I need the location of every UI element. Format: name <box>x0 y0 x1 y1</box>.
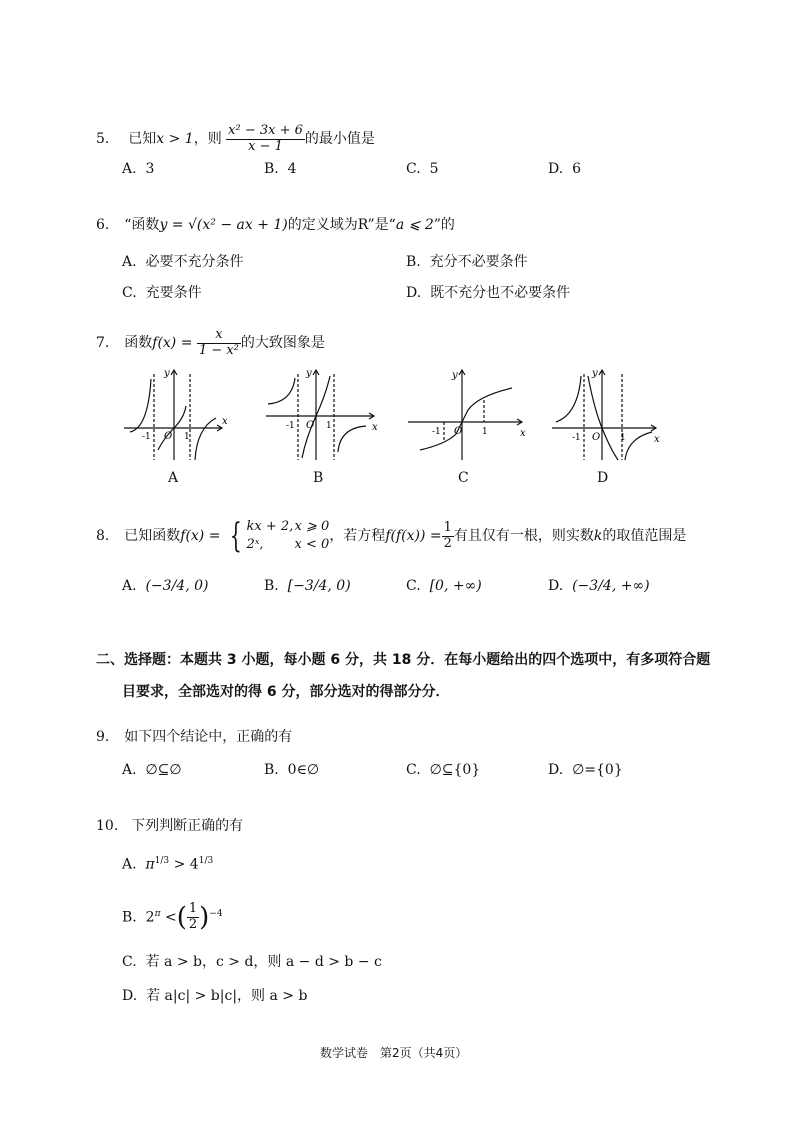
label-one: 1 <box>184 432 190 442</box>
label-y: y <box>592 368 598 379</box>
label-o: O <box>306 420 315 431</box>
label-one: 1 <box>620 433 626 443</box>
curve <box>420 388 512 450</box>
q8-option-c[interactable]: C. [0, +∞) <box>406 578 482 594</box>
curve-right-branch <box>338 426 366 452</box>
section2-line2: 目要求，全部选对的得 6 分，部分选对的得部分分． <box>122 684 450 700</box>
q10-option-a[interactable]: A. $\pi^{1/3} > 4^{1/3}$ <box>122 856 214 873</box>
q10-b-fraction: $\frac{1}{2}$ <box>188 901 198 933</box>
label-minus-one: -1 <box>572 433 581 443</box>
piecewise-cases: kx + 2,x ⩾ 0 2ˣ, x < 0 <box>246 519 330 552</box>
graph-a <box>120 364 230 464</box>
q5-option-c[interactable]: C. 5 <box>406 161 439 177</box>
label-minus-one: -1 <box>286 421 295 431</box>
label-x: x <box>654 434 660 445</box>
q5-stem: 5. 已知x > 1，则 $\frac{\text{x² − 3x + 6}}{x - 1}$ 的最小值是 <box>96 122 375 154</box>
q5-option-d[interactable]: D. 6 <box>548 161 582 177</box>
curve-left-branch <box>268 378 295 404</box>
q9-option-c[interactable]: C. ∅⊆{0} <box>406 762 481 778</box>
q7-fraction: $\frac{x}{\text{1 − x²}}$ <box>198 326 239 358</box>
q9-option-d[interactable]: D. ∅={0} <box>548 762 623 778</box>
q10-number: 10. <box>96 818 119 834</box>
curve-left-branch <box>130 379 151 432</box>
label-x: x <box>520 428 526 439</box>
q9-number: 9. <box>96 729 110 745</box>
q5-option-b[interactable]: B. 4 <box>264 161 297 177</box>
graph-d <box>548 364 664 464</box>
piecewise-brace: { <box>229 516 242 556</box>
q10-stem: 10. 下列判断正确的有 <box>96 818 244 834</box>
q6-number: 6. <box>96 217 110 233</box>
label-o: O <box>454 426 463 437</box>
q9-stem: 9. 如下四个结论中，正确的有 <box>96 729 293 745</box>
q8-option-b[interactable]: B. [−3/4, 0) <box>264 578 351 594</box>
graph-c-caption[interactable]: C <box>458 470 469 486</box>
graph-a-caption[interactable]: A <box>168 470 179 486</box>
label-x: x <box>372 422 378 433</box>
q8-number: 8. <box>96 528 110 544</box>
q5-number: 5. <box>96 131 110 147</box>
graph-c <box>404 364 530 464</box>
q5-option-a[interactable]: A. 3 <box>122 161 155 177</box>
q8-option-d[interactable]: D. (−3/4, +∞) <box>548 578 650 594</box>
label-x: x <box>222 416 228 427</box>
curve-right-branch <box>625 432 652 460</box>
q6-option-a[interactable]: A. 必要不充分条件 <box>122 254 244 270</box>
page-footer: 数学试卷 第2页（共4页） <box>320 1046 468 1060</box>
q10-option-c[interactable]: C. 若 a > b，c > d，则 a − d > b − c <box>122 954 382 970</box>
label-y: y <box>164 368 170 379</box>
q9-option-b[interactable]: B. 0∈∅ <box>264 762 320 778</box>
label-minus-one: -1 <box>432 427 441 437</box>
q7-stem: 7. 函数f(x) = $\frac{x}{\text{1 − x²}}$ 的大致图象是 <box>96 326 325 358</box>
label-o: O <box>592 432 601 443</box>
graph-b <box>262 364 382 464</box>
section2-line1: 二、选择题：本题共 3 小题，每小题 6 分，共 18 分．在每小题给出的四个选项中，有多项符合题 <box>96 652 711 668</box>
curve-left-branch <box>556 376 581 422</box>
q10-option-d[interactable]: D. 若 a|c| > b|c|，则 a > b <box>122 988 308 1004</box>
curve-right-branch <box>195 418 216 460</box>
q6-option-d[interactable]: D. 既不充分也不必要条件 <box>406 285 571 301</box>
q6-stem: 6. “函数y = √(x² − ax + 1)的定义域为R”是“a ⩽ 2”的 <box>96 217 455 233</box>
label-one: 1 <box>326 421 332 431</box>
label-y: y <box>452 370 458 381</box>
label-y: y <box>306 368 312 379</box>
graph-b-caption[interactable]: B <box>313 470 324 486</box>
curve-middle-branch <box>588 376 618 460</box>
q9-option-a[interactable]: A. ∅⊆∅ <box>122 762 182 778</box>
q10-option-b[interactable]: B. $2^\pi$ <( $\frac{1}{2}$ )$^{-4}$ <box>122 901 223 933</box>
label-minus-one: -1 <box>142 432 151 442</box>
q8-option-a[interactable]: A. (−3/4, 0) <box>122 578 209 594</box>
q8-stem: 8. 已知函数f(x) = { kx + 2,x ⩾ 0 2ˣ, x < 0 ，若方程f(f(x)) = $\frac{1}{2}$ 有且仅有一根，则实数k的取值范围是 <box>96 516 687 556</box>
q6-option-c[interactable]: C. 充要条件 <box>122 285 202 301</box>
q7-number: 7. <box>96 335 110 351</box>
graph-d-caption[interactable]: D <box>597 470 609 486</box>
q6-option-b[interactable]: B. 充分不必要条件 <box>406 254 528 270</box>
label-one: 1 <box>482 427 488 437</box>
label-o: O <box>164 431 173 442</box>
q5-fraction: $\frac{\text{x² − 3x + 6}}{x - 1}$ <box>228 122 303 154</box>
q8-half: $\frac{1}{2}$ <box>443 519 452 551</box>
